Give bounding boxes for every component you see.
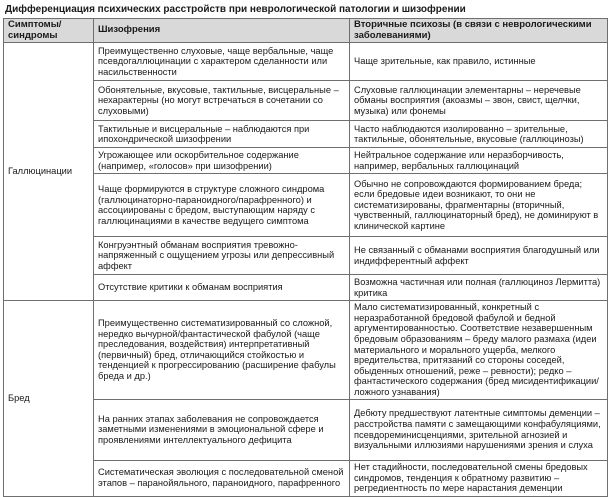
cell-schizophrenia: Угрожающее или оскорбительное содержание (например, «голосов» при шизофрении) (94, 148, 350, 174)
cell-secondary: Обычно не сопровождаются формированием бреда; если бредовые идеи возникают, то они не систематизированы, фрагментарны (вторичный, чувственный, галлюцинаторный бред), не доминируют в клинической картине (350, 174, 608, 237)
cell-secondary: Нейтральное содержание или неразборчивость, например, вербальных галлюцинаций (350, 148, 608, 174)
cell-secondary: Нет стадийности, последовательной смены бредовых синдромов, тенденция к обратному развитию – регредиентность по мере нарастания деменции (350, 460, 608, 496)
table-row (4, 121, 608, 148)
header-schizophrenia: Шизофрения (94, 19, 350, 43)
cell-schizophrenia: Чаще формируются в структуре сложного синдрома (галлюцинаторно-параноидного/парафренного) и ассоциированы с бредом, выступающим наряду с галлюцинациями в качестве ведущего симптома (94, 174, 350, 237)
table-row (4, 148, 608, 174)
table-title: Дифференциация психических расстройств при неврологической патологии и шизофрении (5, 4, 466, 15)
cell-schizophrenia: Тактильные и висцеральные – наблюдаются при ипохондрической шизофрении (94, 121, 350, 148)
cell-secondary: Слуховые галлюцинации элементарны – неречевые обманы восприятия (акоазмы – звон, свист, щелчки, музыка) или фонемы (350, 81, 608, 121)
table-row (4, 174, 608, 237)
cell-schizophrenia: Обонятельные, вкусовые, тактильные, висцеральные – нехарактерны (но могут встречаться в сочетании со слуховыми) (94, 81, 350, 121)
group-delusion: Бред (4, 301, 94, 496)
cell-schizophrenia: Преимущественно слуховые, чаще вербальные, чаще псевдогаллюцинации с характером сделанности или насильственности (94, 43, 350, 81)
table-row (4, 43, 608, 81)
cell-secondary: Дебюту предшествуют латентные симптомы деменции – расстройства памяти с замещающими конфабуляциями, псевдореминисценциями, зрительной агнозией и визуальными иллюзиями нарушениями зрения и слуха (350, 399, 608, 460)
table-row (4, 81, 608, 121)
table-row (4, 399, 608, 460)
cell-schizophrenia: Отсутствие критики к обманам восприятия (94, 275, 350, 301)
cell-schizophrenia: На ранних этапах заболевания не сопровождается заметными изменениями в эмоциональной сфере и проявлениями интеллектуального дефицита (94, 399, 350, 460)
header-secondary-psychoses: Вторичные психозы (в связи с неврологическими заболеваниями) (350, 19, 608, 43)
cell-secondary: Не связанный с обманами восприятия благодушный или индифферентный аффект (350, 237, 608, 275)
differentiation-table (3, 18, 608, 497)
header-symptoms: Симптомы/ синдромы (4, 19, 94, 43)
cell-secondary: Мало систематизированный, конкретный с неразработанной бредовой фабулой и бедной аргументированностью. Соответствие незавершенным бредовым образованиям – бреду малого размаха (идеи материального и морального ущерба, мелкого вредительства, притязаний со стороны соседей, обыденных отношений, реже – ревности); редко – фантастического содержания (бред мисидентификации/ложного узнавания) (350, 301, 608, 399)
table-row (4, 275, 608, 301)
group-hallucinations: Галлюцинации (4, 43, 94, 301)
cell-secondary: Чаще зрительные, как правило, истинные (350, 43, 608, 81)
header-row (4, 19, 608, 43)
cell-schizophrenia: Конгруэнтный обманам восприятия тревожно-напряженный с ощущением угрозы или депрессивный аффект (94, 237, 350, 275)
table-row (4, 460, 608, 496)
table-row (4, 237, 608, 275)
table-row (4, 301, 608, 399)
cell-secondary: Часто наблюдаются изолированно – зрительные, тактильные, обонятельные, вкусовые (галлюцинозы) (350, 121, 608, 148)
cell-schizophrenia: Систематическая эволюция с последовательной сменой этапов – паранойяльного, параноидного, парафренного (94, 460, 350, 496)
cell-schizophrenia: Преимущественно систематизированный со сложной, нередко вычурной/фантастической фабулой (чаще преследования, воздействия) интерпретативный (первичный) бред, отличающийся стойкостью и тенденцией к прогрессированию (расширение фабулы бреда и др.) (94, 301, 350, 399)
cell-secondary: Возможна частичная или полная (галлюциноз Лермитта) критика (350, 275, 608, 301)
